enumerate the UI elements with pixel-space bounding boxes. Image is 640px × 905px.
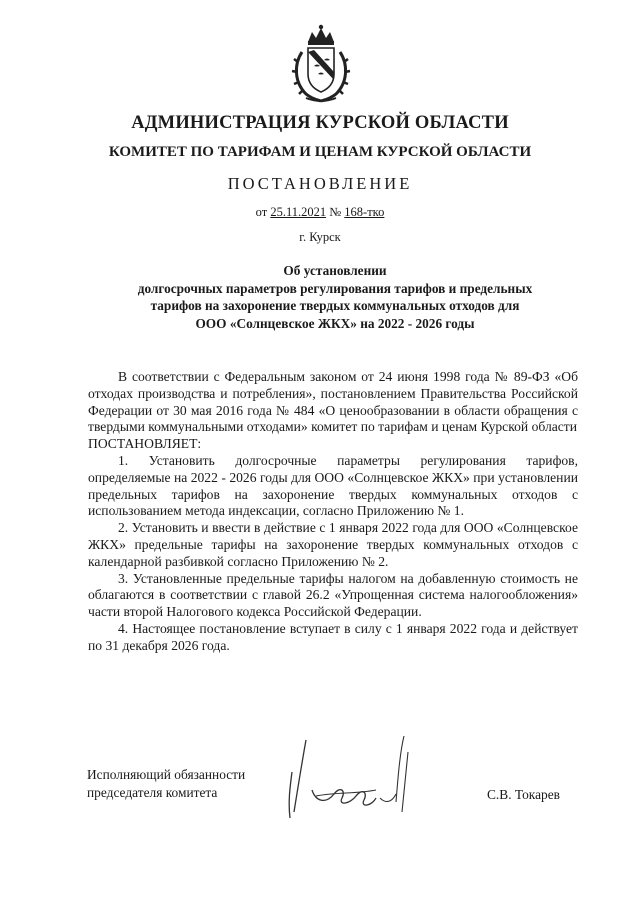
city: г. Курск	[299, 230, 341, 244]
document-number: 168-тко	[344, 205, 385, 219]
resolves-heading: ПОСТАНОВЛЯЕТ:	[88, 436, 202, 452]
title-line: Об установлении	[283, 263, 387, 278]
clause-2: 2. Установить и ввести в действие с 1 января 2022 года для ООО «Солнцевское ЖКХ» предельные тарифы на захоронение твердых коммунальных отходов с календарной разбивкой согласно Приложению № 2.	[88, 520, 578, 569]
clause-1: 1. Установить долгосрочные параметры регулирования тарифов, определяемые на 2022 - 2026 годы для ООО «Солнцевское ЖКХ» при установлении предельных тарифов на захоронение твердых коммунальных отходов с использованием метода индексации, согласно Приложению № 1.	[88, 452, 578, 519]
handwritten-signature	[276, 732, 416, 827]
document-title	[85, 262, 585, 332]
date-number-line	[0, 205, 640, 220]
signatory-position	[87, 766, 245, 801]
signatory-name: С.В. Токарев	[487, 787, 560, 802]
committee-name: КОМИТЕТ ПО ТАРИФАМ И ЦЕНАМ КУРСКОЙ ОБЛАСТИ	[108, 144, 532, 160]
title-line: ООО «Солнцевское ЖКХ» на 2022 - 2026 годы	[195, 315, 475, 331]
preamble-paragraph: В соответствии с Федеральным законом от 24 июня 1998 года № 89-ФЗ «Об отходах производства и потребления», постановлением Правительства Российской Федерации от 30 мая 2016 года № 484 «О ценообразовании в области обращения с твердыми коммунальными отходами» комитет по тарифам и ценам Курской области	[88, 369, 578, 435]
document-type: ПОСТАНОВЛЕНИЕ	[227, 174, 413, 193]
coat-of-arms-emblem	[288, 22, 354, 104]
clause-3: 3. Установленные предельные тарифы налогом на добавленную стоимость не облагаются в соответствии с главой 26.2 «Упрощенная система налогообложения» части второй Налогового кодекса Российской Федерации.	[88, 570, 578, 620]
position-line-1: Исполняющий обязанности	[87, 767, 246, 782]
date-prefix: от	[255, 205, 268, 219]
position-line-2: председателя комитета	[87, 784, 218, 800]
title-line: долгосрочных параметров регулирования тарифов и предельных	[137, 280, 533, 296]
title-line: тарифов на захоронение твердых коммунальных отходов для	[150, 298, 520, 313]
organization-name: АДМИНИСТРАЦИЯ КУРСКОЙ ОБЛАСТИ	[131, 113, 509, 133]
number-prefix: №	[329, 205, 342, 219]
document-date: 25.11.2021	[270, 205, 327, 219]
clause-4: 4. Настоящее постановление вступает в силу с 1 января 2022 года и действует по 31 декабря 2026 года.	[88, 620, 578, 653]
document-body	[88, 369, 578, 655]
